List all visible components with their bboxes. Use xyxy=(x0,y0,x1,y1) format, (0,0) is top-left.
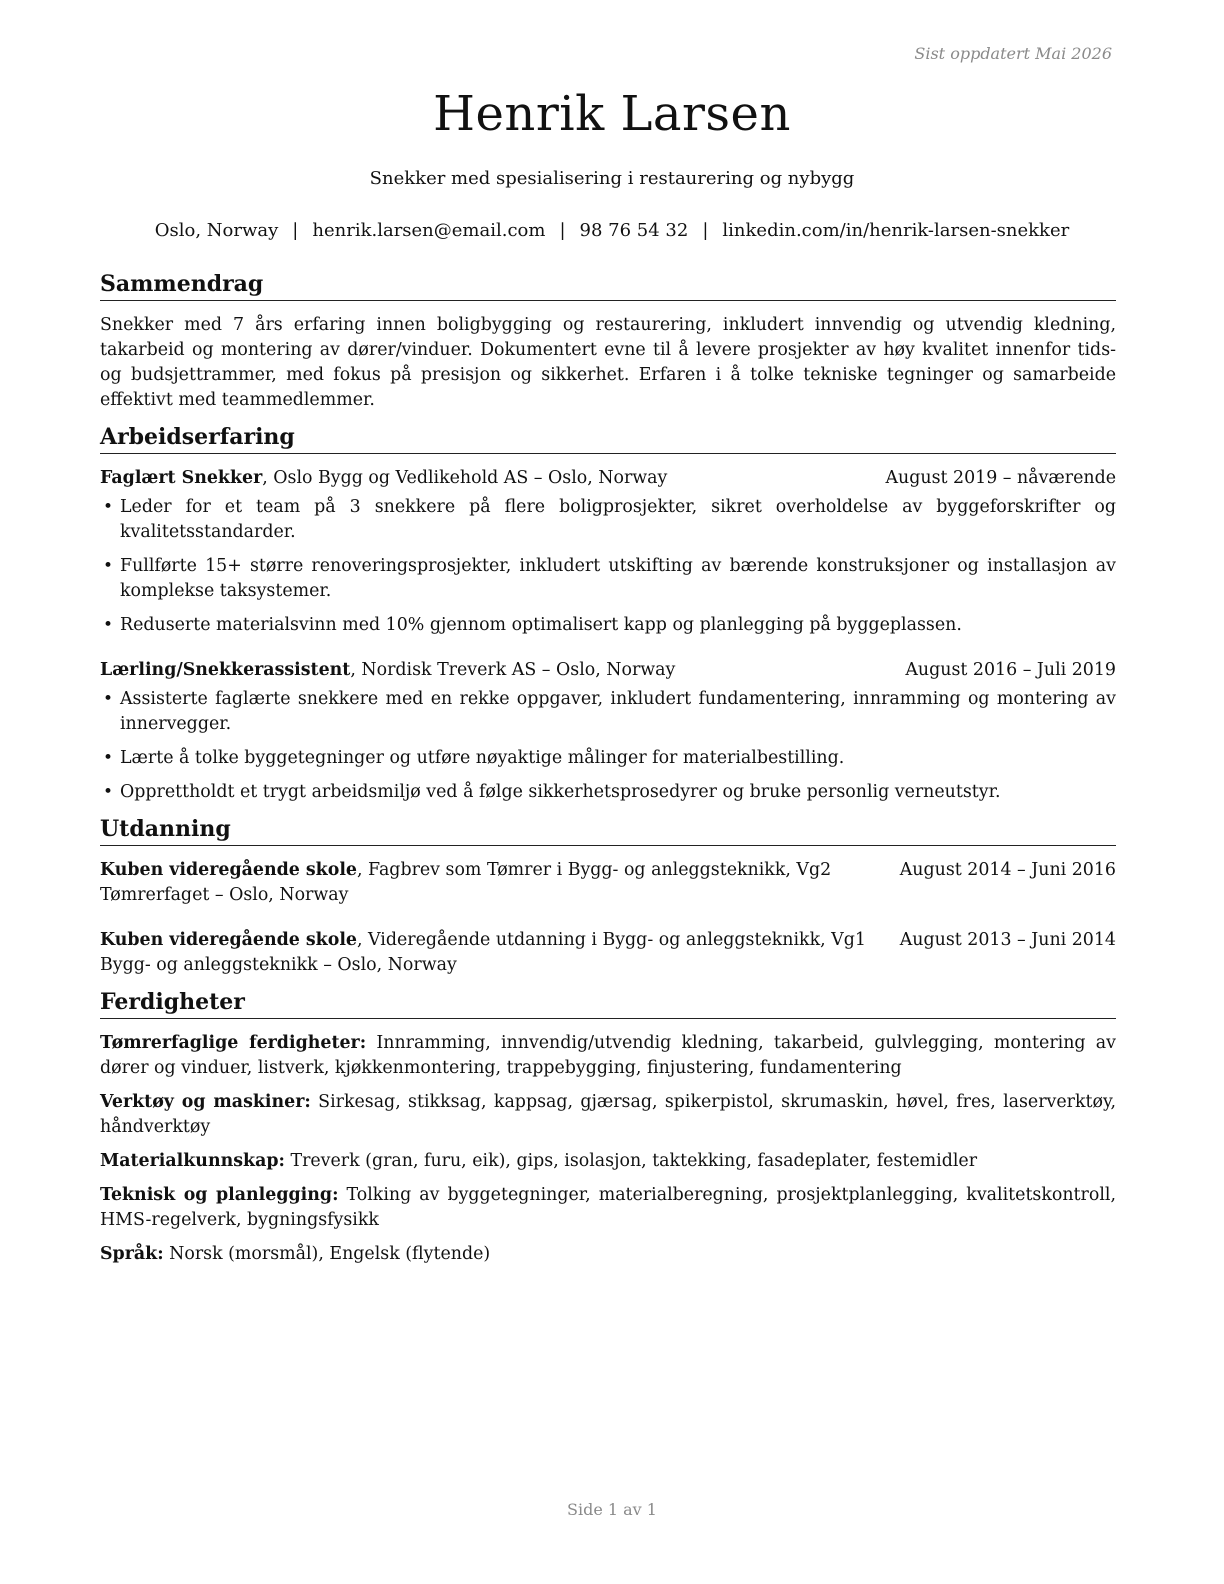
education-dates: August 2014 – Juni 2016 xyxy=(899,860,1116,880)
bullet-item: • Leder for et team på 3 snekkere på flere boligprosjekter, sikret overholdelse av byggeforskrifter og kvalitetsstandarder. xyxy=(103,497,1116,542)
job-employer: , Nordisk Treverk AS – Oslo, Norway xyxy=(350,660,676,680)
bullet-item: • Fullførte 15+ større renoveringsprosjekter, inkludert utskifting av bærende konstruksjoner og installasjon av komplekse taksystemer. xyxy=(103,556,1116,601)
job-employer: , Oslo Bygg og Vedlikehold AS – Oslo, Norway xyxy=(262,468,668,488)
resume-content xyxy=(100,270,1116,1277)
skill-text: Norsk (morsmål), Engelsk (flytende) xyxy=(163,1244,491,1264)
job-dates: August 2016 – Juli 2019 xyxy=(905,660,1116,680)
skill-text: Treverk (gran, furu, eik), gips, isolasjon, taktekking, fasadeplater, festemidler xyxy=(284,1151,978,1171)
job-role: Lærling/Snekkerassistent xyxy=(100,660,351,680)
section-title-education: Utdanning xyxy=(100,815,1116,846)
skill-item xyxy=(100,1242,1116,1267)
section-title-experience: Arbeidserfaring xyxy=(100,423,1116,454)
job-entry xyxy=(100,658,1116,805)
skills-section xyxy=(100,988,1116,1267)
skill-text: Tolking av byggetegninger, materialberegning, prosjektplanlegging, kvalitetskontroll, HMS-regelverk, bygningsfysikk xyxy=(100,1185,1116,1230)
education-program: , Videregående utdanning i Bygg- og anleggsteknikk, Vg1 Bygg- og anleggsteknikk – Oslo, Norway xyxy=(100,930,866,975)
skill-label: Teknisk og planlegging: xyxy=(100,1185,339,1205)
contact-separator: | xyxy=(292,220,299,241)
education-school: Kuben videregående skole xyxy=(100,930,357,950)
job-dates: August 2019 – nåværende xyxy=(885,468,1116,488)
bullet-dot-icon: • xyxy=(103,497,114,517)
contact-separator: | xyxy=(559,220,566,241)
contact-phone: 98 76 54 32 xyxy=(579,220,689,241)
contact-line xyxy=(0,220,1224,241)
education-program: , Fagbrev som Tømrer i Bygg- og anleggsteknikk, Vg2 Tømrerfaget – Oslo, Norway xyxy=(100,860,832,905)
candidate-name: Henrik Larsen xyxy=(433,86,791,142)
bullet-dot-icon: • xyxy=(103,615,114,635)
job-header xyxy=(100,658,1116,683)
section-title-summary: Sammendrag xyxy=(100,270,1116,301)
education-entry xyxy=(100,928,1116,978)
bullet-item: • Assisterte faglærte snekkere med en rekke oppgaver, inkludert fundamentering, innramming og montering av innervegger. xyxy=(103,689,1116,734)
experience-section xyxy=(100,423,1116,805)
skill-text: Innramming, innvendig/utvendig kledning, takarbeid, gulvlegging, montering av dører og vinduer, listverk, kjøkkenmontering, trappebygging, finjustering, fundamentering xyxy=(100,1033,1116,1078)
job-entry xyxy=(100,466,1116,638)
education-school: Kuben videregående skole xyxy=(100,860,357,880)
summary-text: Snekker med 7 års erfaring innen boligbygging og restaurering, inkludert innvendig og utvendig kledning, takarbeid og montering av dører/vinduer. Dokumentert evne til å levere prosjekter av høy kvalitet innenfor tids- og budsjettrammer, med fokus på presisjon og sikkerhet. Erfaren i å tolke tekniske tegninger og samarbeide effektivt med teammedlemmer. xyxy=(100,315,1116,410)
page-number: Side 1 av 1 xyxy=(567,1500,657,1519)
section-title-skills: Ferdigheter xyxy=(100,988,1116,1019)
education-entry xyxy=(100,858,1116,908)
bullet-dot-icon: • xyxy=(103,782,114,802)
bullet-dot-icon: • xyxy=(103,556,114,576)
skill-label: Verktøy og maskiner: xyxy=(100,1092,311,1112)
bullet-item: • Opprettholdt et trygt arbeidsmiljø ved å følge sikkerhetsprosedyrer og bruke personlig verneutstyr. xyxy=(100,780,1116,805)
skill-label: Språk: xyxy=(100,1244,164,1264)
skill-item xyxy=(100,1149,1116,1174)
contact-location: Oslo, Norway xyxy=(154,220,279,241)
education-header xyxy=(100,928,1116,978)
job-role: Faglært Snekker xyxy=(100,468,263,488)
skill-item xyxy=(100,1090,1116,1140)
tagline: Snekker med spesialisering i restaurering og nybygg xyxy=(369,168,855,189)
job-header xyxy=(100,466,1116,491)
skill-label: Tømrerfaglige ferdigheter: xyxy=(100,1033,367,1053)
contact-linkedin[interactable]: linkedin.com/in/henrik-larsen-snekker xyxy=(722,220,1070,241)
skill-item xyxy=(100,1183,1116,1233)
bullet-dot-icon: • xyxy=(103,748,114,768)
contact-email[interactable]: henrik.larsen@email.com xyxy=(312,220,546,241)
bullet-dot-icon: • xyxy=(103,689,114,709)
last-updated: Sist oppdatert Mai 2026 xyxy=(914,44,1112,63)
skill-item xyxy=(100,1031,1116,1081)
bullet-item: • Lærte å tolke byggetegninger og utføre nøyaktige målinger for materialbestilling. xyxy=(100,746,1116,771)
summary-section xyxy=(100,270,1116,413)
bullet-item: • Reduserte materialsvinn med 10% gjennom optimalisert kapp og planlegging på byggeplassen. xyxy=(100,613,1116,638)
skill-text: Sirkesag, stikksag, kappsag, gjærsag, spikerpistol, skrumaskin, høvel, fres, laserverktøy, håndverktøy xyxy=(100,1092,1117,1137)
job-bullets xyxy=(100,687,1116,805)
education-dates: August 2013 – Juni 2014 xyxy=(899,930,1116,950)
education-header xyxy=(100,858,1116,908)
contact-separator: | xyxy=(702,220,709,241)
education-section xyxy=(100,815,1116,978)
job-bullets xyxy=(100,495,1116,638)
skill-label: Materialkunnskap: xyxy=(100,1151,285,1171)
